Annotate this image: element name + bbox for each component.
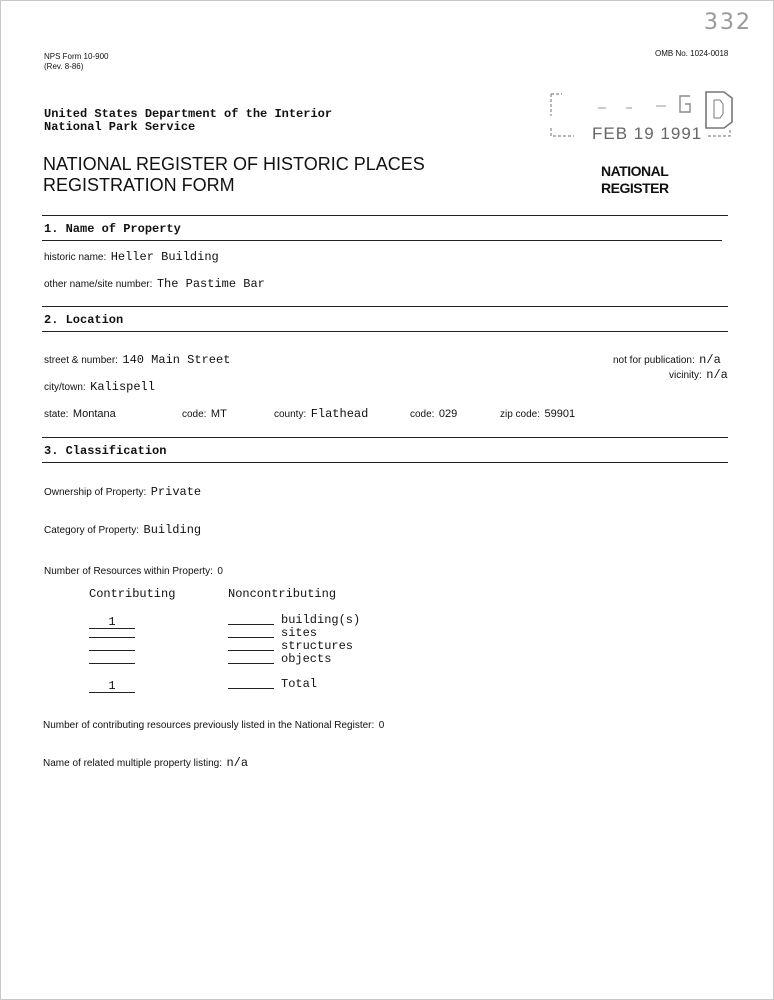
multiple-listing-label: Name of related multiple property listing:: [43, 758, 222, 769]
ownership-value: Private: [150, 485, 202, 499]
section3-top-rule: [42, 437, 728, 438]
previously-listed-row: [43, 715, 384, 733]
category-row: [44, 520, 201, 538]
state-label: state:: [44, 409, 69, 420]
not-for-publication-label: not for publication:: [613, 355, 695, 366]
section1-top-rule: [42, 215, 728, 216]
other-name-label: other name/site number:: [44, 279, 153, 290]
agency-department: United States Department of the Interior: [44, 107, 333, 121]
received-stamp: [548, 88, 738, 148]
resource-type-sites: sites: [281, 626, 318, 640]
resource-noncontributing-objects: [228, 651, 274, 669]
vicinity-label: vicinity:: [669, 370, 702, 381]
contributing-header: Contributing: [89, 587, 176, 601]
resource-type-objects: objects: [281, 652, 332, 666]
resource-noncontributing-count: [228, 651, 274, 664]
section1-heading: 1. Name of Property: [44, 222, 181, 236]
handwritten-page-number: 332: [704, 10, 752, 35]
resources-row: [44, 561, 223, 579]
resource-contributing-count: [89, 638, 135, 651]
total-noncontributing-count: [228, 676, 274, 689]
section3-heading: 3. Classification: [44, 444, 167, 458]
agency-service: National Park Service: [44, 120, 196, 134]
city-row: [44, 377, 155, 395]
city-label: city/town:: [44, 382, 86, 393]
resource-type-building: building(s): [281, 613, 361, 627]
county-value: Flathead: [310, 407, 369, 421]
resources-value: 0: [217, 566, 223, 577]
county-label: county:: [274, 409, 307, 420]
other-name-row: [44, 274, 265, 292]
section2-top-rule: [42, 306, 728, 307]
vicinity-row: [669, 365, 728, 383]
stamp-date: FEB 19 1991: [592, 124, 703, 143]
county-code-value: 029: [438, 408, 458, 420]
historic-name-value: Heller Building: [110, 250, 219, 264]
multiple-listing-row: [43, 753, 248, 771]
state-value: Montana: [72, 408, 116, 420]
form-number: NPS Form 10-900: [44, 52, 109, 61]
stamp-register: REGISTER: [601, 180, 669, 196]
historic-name-row: [44, 247, 219, 265]
resource-contributing-count: [89, 651, 135, 664]
resource-noncontributing-count: [228, 612, 274, 625]
ownership-label: Ownership of Property:: [44, 487, 147, 498]
not-for-publication-value: n/a: [699, 353, 721, 367]
resource-total-contributing: [89, 676, 135, 694]
resource-type-structures: structures: [281, 639, 354, 653]
city-value: Kalispell: [90, 380, 155, 394]
category-value: Building: [143, 523, 202, 537]
form-revision: (Rev. 8-86): [44, 62, 84, 71]
section2-bottom-rule: [42, 331, 728, 332]
resources-label: Number of Resources within Property:: [44, 566, 213, 577]
resource-contributing-count: [89, 625, 135, 638]
form-title-line1: NATIONAL REGISTER OF HISTORIC PLACES: [43, 154, 425, 174]
zip-field: [500, 404, 575, 422]
section3-bottom-rule: [42, 462, 728, 463]
noncontributing-header: Noncontributing: [228, 587, 337, 601]
resource-row-objects: [89, 651, 135, 669]
section1-bottom-rule: [42, 240, 722, 241]
zip-label: zip code:: [500, 409, 541, 420]
resource-total-label: Total: [281, 677, 318, 691]
zip-value: 59901: [544, 408, 576, 420]
state-code-value: MT: [210, 408, 227, 420]
resource-noncontributing-count: [228, 638, 274, 651]
state-code-label: code:: [182, 409, 207, 420]
previously-listed-label: Number of contributing resources previously listed in the National Register:: [43, 720, 375, 731]
form-title-line2: REGISTRATION FORM: [43, 175, 235, 195]
category-label: Category of Property:: [44, 525, 140, 536]
state-code-field: [182, 404, 227, 422]
county-code-field: [410, 404, 457, 422]
county-field: [274, 404, 368, 422]
omb-number: OMB No. 1024-0018: [655, 49, 729, 58]
resource-contributing-count: 1: [89, 616, 135, 629]
street-label: street & number:: [44, 355, 118, 366]
stamp-national: NATIONAL: [601, 163, 669, 179]
ownership-row: [44, 482, 201, 500]
multiple-listing-value: n/a: [226, 756, 249, 770]
street-row: [44, 350, 230, 368]
historic-name-label: historic name:: [44, 252, 107, 263]
previously-listed-value: 0: [378, 720, 385, 731]
section2-heading: 2. Location: [44, 313, 124, 327]
county-code-label: code:: [410, 409, 435, 420]
resource-noncontributing-count: [228, 625, 274, 638]
other-name-value: The Pastime Bar: [156, 277, 265, 291]
vicinity-value: n/a: [706, 368, 728, 382]
total-contributing-count: 1: [89, 680, 135, 693]
state-field: [44, 404, 116, 422]
street-value: 140 Main Street: [122, 353, 231, 367]
resource-total-noncontributing: [228, 676, 274, 694]
